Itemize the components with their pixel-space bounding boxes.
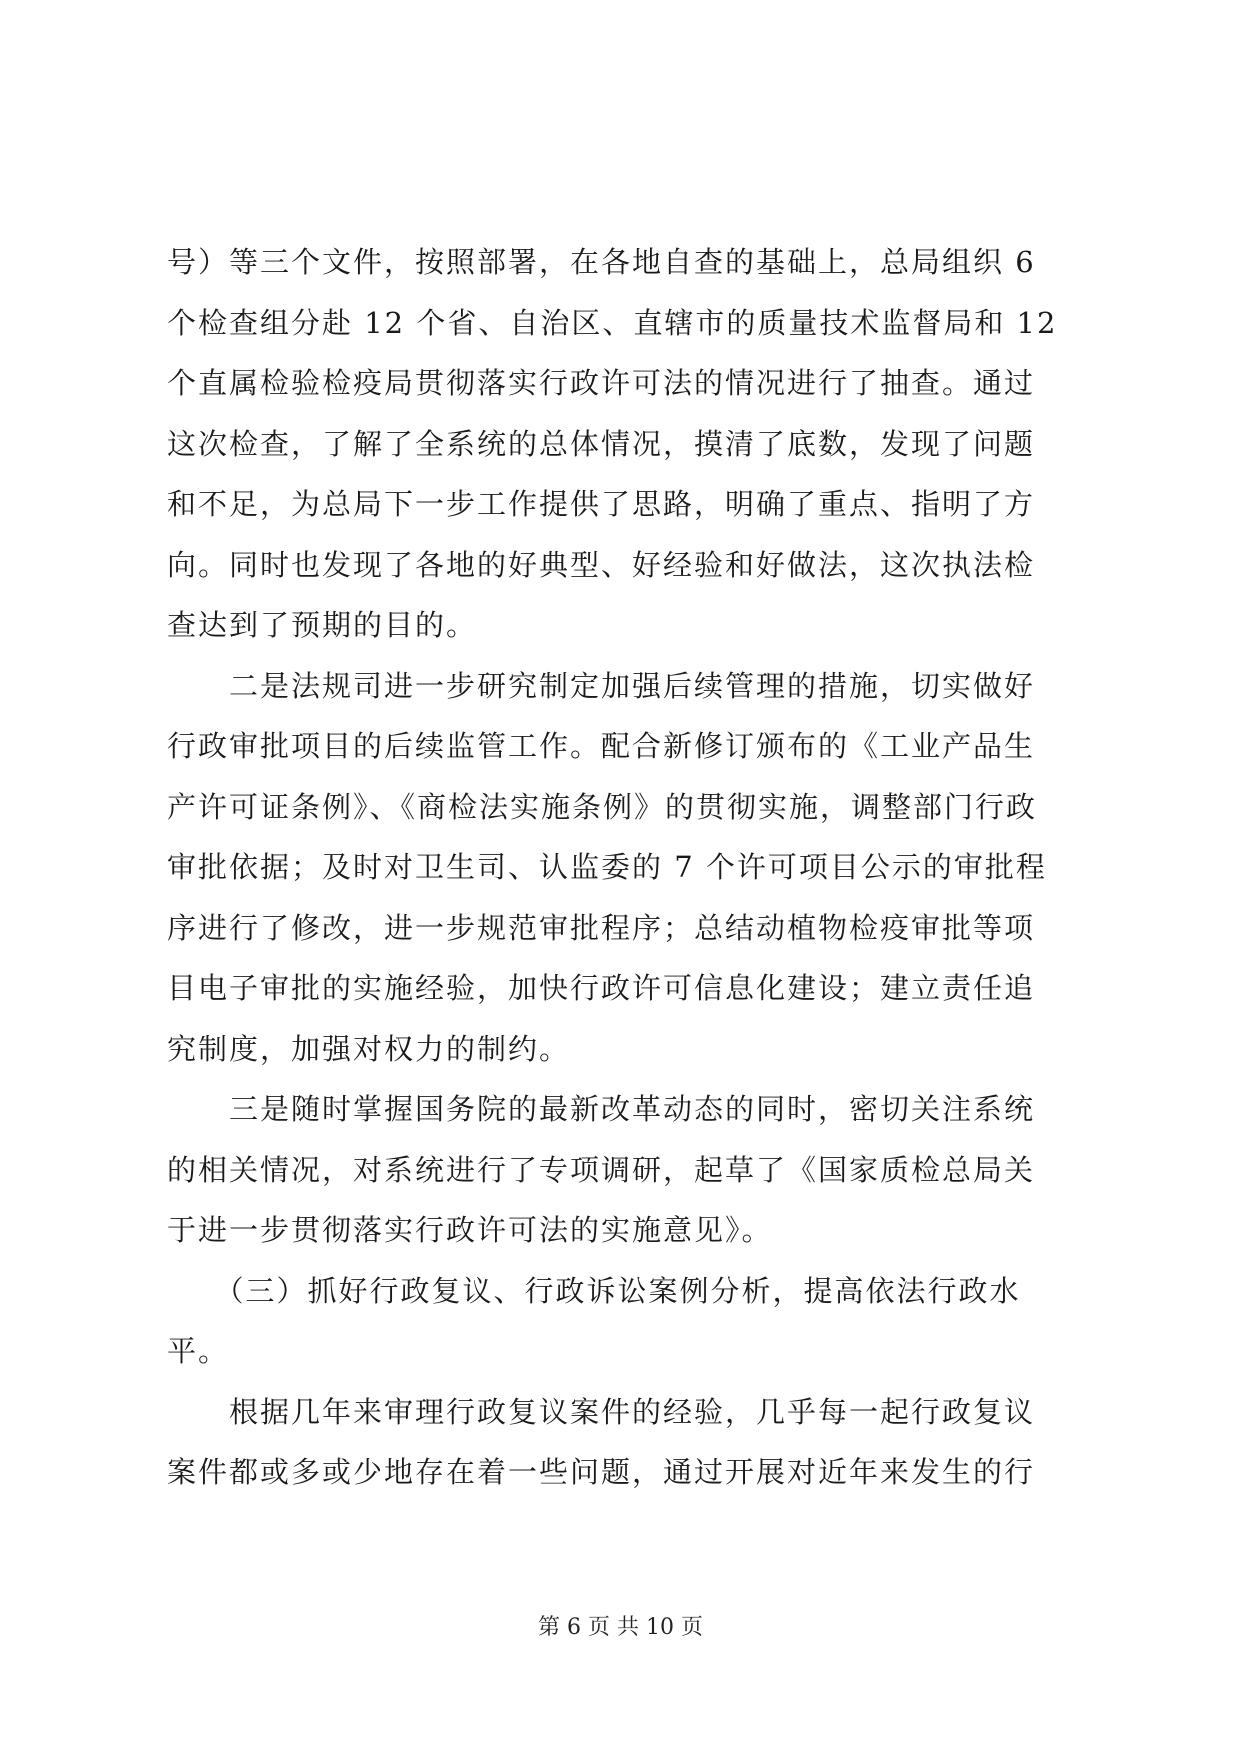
text-line: 行政审批项目的后续监管工作。配合新修订颁布的《工业产品生 — [167, 729, 1036, 763]
text-line: 的相关情况，对系统进行了专项调研，起草了《国家质检总局关 — [167, 1152, 1036, 1187]
text-line: （三）抓好行政复议、行政诉讼案例分析，提高依法行政水 — [167, 1273, 1021, 1308]
text-line: 号）等三个文件，按照部署，在各地自查的基础上，总局组织 6 — [167, 245, 1036, 279]
text-line: 于进一步贯彻落实行政许可法的实施意见》。 — [167, 1213, 773, 1247]
text-line: 序进行了修改，进一步规范审批程序；总结动植物检疫审批等项 — [167, 910, 1036, 945]
text-line: 查达到了预期的目的。 — [167, 608, 478, 642]
text-line: 审批依据；及时对卫生司、认监委的 7 个许可项目公示的审批程 — [167, 850, 1047, 884]
text-line: 个直属检验检疫局贯彻落实行政许可法的情况进行了抽查。通过 — [167, 366, 1036, 400]
text-line: 案件都或多或少地存在着一些问题，通过开展对近年来发生的行 — [167, 1455, 1036, 1489]
text-line: 三是随时掌握国务院的最新改革动态的同时，密切关注系统 — [167, 1092, 1036, 1126]
text-line: 根据几年来审理行政复议案件的经验，几乎每一起行政复议 — [167, 1394, 1036, 1429]
text-line: 究制度，加强对权力的制约。 — [167, 1031, 571, 1066]
text-line: 二是法规司进一步研究制定加强后续管理的措施，切实做好 — [167, 668, 1036, 703]
text-line: 目电子审批的实施经验，加快行政许可信息化建设；建立责任追 — [167, 971, 1036, 1005]
text-line: 这次检查，了解了全系统的总体情况，摸清了底数，发现了问题 — [167, 426, 1036, 461]
text-line: 和不足，为总局下一步工作提供了思路，明确了重点、指明了方 — [167, 487, 1036, 521]
body-text — [167, 232, 1079, 1503]
text-line: 产许可证条例》、《商检法实施条例》的贯彻实施，调整部门行政 — [167, 789, 1038, 824]
page-footer: 第 6 页 共 10 页 — [538, 1615, 703, 1640]
text-line: 个检查组分赴 12 个省、自治区、直辖市的质量技术监督局和 12 — [167, 305, 1058, 340]
text-line: 平。 — [167, 1334, 230, 1368]
text-line: 向。同时也发现了各地的好典型、好经验和好做法，这次执法检 — [167, 547, 1036, 582]
